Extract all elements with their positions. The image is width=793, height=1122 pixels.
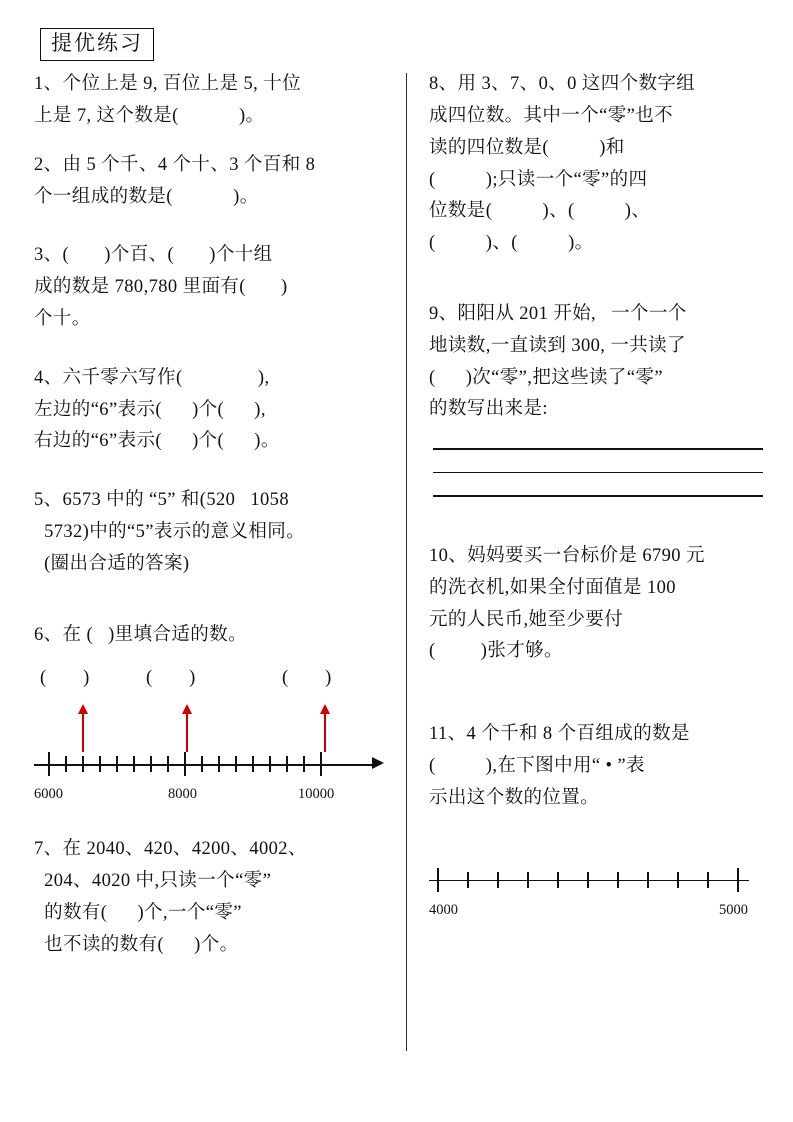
axis-tick-minor bbox=[527, 872, 529, 888]
axis-tick-major bbox=[437, 868, 439, 892]
question-8-line-2: 成四位数。其中一个“零”也不 bbox=[429, 105, 674, 126]
axis-tick-minor bbox=[617, 872, 619, 888]
axis-baseline bbox=[34, 764, 374, 766]
question-3 bbox=[34, 240, 390, 335]
axis-tick-major bbox=[48, 752, 50, 776]
blank-parens-row bbox=[34, 668, 390, 694]
axis-tick-major bbox=[184, 752, 186, 776]
axis-labels-2 bbox=[429, 902, 759, 924]
question-10-line-1: 10、妈妈要买一台标价是 6790 元 bbox=[429, 546, 705, 566]
axis-line-2 bbox=[429, 868, 759, 902]
axis-tick-minor bbox=[252, 756, 254, 772]
spacer bbox=[34, 353, 390, 363]
question-7-line-3: 的数有( )个,一个“零” bbox=[34, 903, 242, 924]
question-10-line-4: ( )张才够。 bbox=[429, 641, 563, 662]
question-2-line-2: 个一组成的数是( )。 bbox=[34, 186, 259, 207]
blank-paren-3[interactable]: ( ) bbox=[282, 668, 332, 689]
axis-tick-minor bbox=[587, 872, 589, 888]
question-8-line-1: 8、用 3、7、0、0 这四个数字组 bbox=[429, 74, 696, 95]
question-11 bbox=[429, 719, 759, 814]
answer-line-3[interactable] bbox=[433, 495, 763, 497]
question-1-line-1: 1、个位上是 9, 百位上是 5, 十位 bbox=[34, 74, 302, 95]
axis-tick-minor bbox=[167, 756, 169, 772]
question-11-line-1: 11、4 个千和 8 个百组成的数是 bbox=[429, 724, 690, 745]
question-8-line-6: ( )、( )。 bbox=[429, 233, 594, 254]
spacer bbox=[34, 475, 390, 485]
question-7 bbox=[34, 834, 390, 961]
answer-line-2[interactable] bbox=[433, 472, 763, 474]
axis-tick-minor bbox=[677, 872, 679, 888]
axis-tick-minor bbox=[647, 872, 649, 888]
question-9-line-4: 的数写出来是: bbox=[429, 399, 548, 420]
right-column bbox=[407, 69, 759, 1069]
spacer bbox=[34, 598, 390, 620]
question-11-line-3: 示出这个数的位置。 bbox=[429, 787, 600, 808]
axis-tick-minor bbox=[707, 872, 709, 888]
question-9-line-2: 地读数,一直读到 300, 一共读了 bbox=[429, 335, 686, 356]
answer-write-lines bbox=[429, 448, 759, 497]
spacer bbox=[429, 277, 759, 299]
question-9 bbox=[429, 299, 759, 426]
arrow-marker-1 bbox=[82, 712, 84, 752]
spacer bbox=[34, 230, 390, 240]
axis-label-10000: 10000 bbox=[298, 786, 335, 803]
question-11-line-2: ( ),在下图中用“ • ”表 bbox=[429, 756, 645, 777]
question-1 bbox=[34, 69, 390, 133]
axis-label-6000: 6000 bbox=[34, 786, 63, 803]
question-10-line-3: 元的人民币,她至少要付 bbox=[429, 609, 624, 630]
spacer bbox=[429, 832, 759, 866]
question-10-line-2: 的洗衣机,如果全付面值是 100 bbox=[429, 577, 676, 598]
question-4-line-3: 右边的“6”表示( )个( )。 bbox=[34, 431, 280, 452]
question-8 bbox=[429, 69, 759, 260]
question-5-line-3: (圈出合适的答案) bbox=[34, 553, 190, 574]
question-5 bbox=[34, 485, 390, 580]
question-7-line-4: 也不读的数有( )个。 bbox=[34, 934, 239, 955]
axis-tick-minor bbox=[303, 756, 305, 772]
question-8-line-3: 读的四位数是( )和 bbox=[429, 137, 625, 158]
number-line-4000-5000 bbox=[429, 868, 759, 924]
question-4-line-1: 4、六千零六写作( ), bbox=[34, 367, 270, 388]
axis-tick-minor bbox=[133, 756, 135, 772]
question-2 bbox=[34, 150, 390, 214]
arrow-markers bbox=[34, 694, 390, 752]
two-column-layout bbox=[34, 69, 759, 1069]
axis-tick-major bbox=[737, 868, 739, 892]
axis-tick-minor bbox=[467, 872, 469, 888]
question-7-line-1: 7、在 2040、420、4200、4002、 bbox=[34, 839, 307, 860]
axis-label-4000: 4000 bbox=[429, 901, 458, 918]
question-5-line-2: 5732)中的“5”表示的意义相同。 bbox=[34, 522, 306, 543]
question-4-line-2: 左边的“6”表示( )个( ), bbox=[34, 399, 266, 420]
question-7-line-2: 204、4020 中,只读一个“零” bbox=[34, 871, 272, 892]
spacer bbox=[429, 685, 759, 719]
axis-tick-minor bbox=[269, 756, 271, 772]
axis-tick-minor bbox=[286, 756, 288, 772]
question-3-line-3: 个十。 bbox=[34, 308, 91, 329]
axis-tick-minor bbox=[65, 756, 67, 772]
question-1-line-2: 上是 7, 这个数是( )。 bbox=[34, 105, 265, 126]
spacer bbox=[34, 812, 390, 834]
question-8-line-5: 位数是( )、( )、 bbox=[429, 201, 651, 222]
question-5-line-1: 5、6573 中的 “5” 和(520 1058 bbox=[34, 490, 289, 511]
question-6 bbox=[34, 620, 390, 652]
axis-label-5000: 5000 bbox=[719, 901, 748, 918]
question-10 bbox=[429, 541, 759, 668]
axis-tick-minor bbox=[218, 756, 220, 772]
axis-tick-minor bbox=[116, 756, 118, 772]
axis-tick-minor bbox=[150, 756, 152, 772]
left-column bbox=[34, 69, 406, 1069]
axis-tick-minor bbox=[235, 756, 237, 772]
question-2-line-1: 2、由 5 个千、4 个十、3 个百和 8 bbox=[34, 154, 316, 175]
axis-tick-minor bbox=[82, 756, 84, 772]
arrow-marker-2 bbox=[186, 712, 188, 752]
question-9-line-3: ( )次“零”,把这些读了“零” bbox=[429, 367, 663, 388]
axis-baseline-2 bbox=[429, 880, 749, 882]
axis-tick-minor bbox=[201, 756, 203, 772]
question-4 bbox=[34, 363, 390, 458]
axis-line bbox=[34, 752, 390, 786]
axis-labels bbox=[34, 786, 390, 808]
axis-tick-minor bbox=[99, 756, 101, 772]
arrow-marker-3 bbox=[324, 712, 326, 752]
page-title: 提优练习 bbox=[40, 28, 154, 61]
question-9-line-1: 9、阳阳从 201 开始, 一个一个 bbox=[429, 303, 687, 324]
axis-tick-minor bbox=[497, 872, 499, 888]
axis-label-8000: 8000 bbox=[168, 786, 197, 803]
spacer bbox=[429, 519, 759, 541]
question-3-line-1: 3、( )个百、( )个十组 bbox=[34, 245, 273, 266]
question-8-line-4: ( );只读一个“零”的四 bbox=[429, 169, 648, 190]
axis-tick-minor bbox=[557, 872, 559, 888]
question-6-line-1: 6、在 ( )里填合适的数。 bbox=[34, 624, 247, 645]
blank-paren-2[interactable]: ( ) bbox=[146, 668, 196, 689]
number-line-6000-10000 bbox=[34, 668, 390, 808]
axis-arrowhead bbox=[372, 757, 384, 769]
blank-paren-1[interactable]: ( ) bbox=[40, 668, 90, 689]
question-3-line-2: 成的数是 780,780 里面有( ) bbox=[34, 277, 288, 298]
answer-line-1[interactable] bbox=[433, 448, 763, 450]
axis-tick-major bbox=[320, 752, 322, 776]
